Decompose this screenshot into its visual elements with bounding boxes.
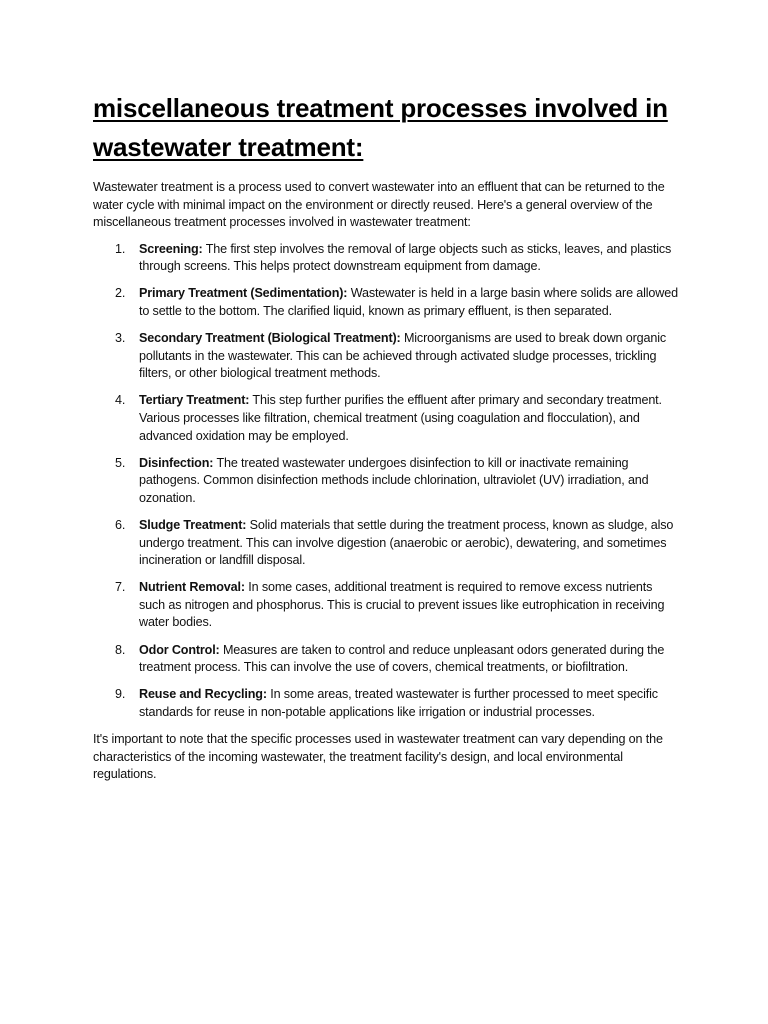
list-item <box>93 392 678 445</box>
list-item-text: This step further purifies the effluent after primary and secondary treatment. Various processes like filtration, chemical treatment (using coagulation and flocculation), and advanced oxidation may be employed. <box>139 393 662 443</box>
list-item-body <box>139 285 678 320</box>
list-item <box>93 579 678 632</box>
list-item <box>93 455 678 508</box>
list-item-term: Primary Treatment (Sedimentation): <box>139 286 348 301</box>
closing-paragraph: It's important to note that the specific processes used in wastewater treatment can vary depending on the characteristics of the incoming wastewater, the treatment facility's design, and local environmental regulations. <box>93 731 663 782</box>
list-item <box>93 517 678 570</box>
list-item-number: 1. <box>115 241 126 256</box>
list-item-text: In some cases, additional treatment is required to remove excess nutrients such as nitrogen and phosphorus. This is crucial to prevent issues like eutrophication in receiving water bodies. <box>139 580 665 630</box>
list-item-number: 5. <box>115 455 126 470</box>
list-item <box>93 241 678 276</box>
list-item-body <box>139 241 678 276</box>
list-item-text: Wastewater is held in a large basin where solids are allowed to settle to the bottom. The clarified liquid, known as primary effluent, is then separated. <box>139 286 678 319</box>
list-item-text: Measures are taken to control and reduce unpleasant odors generated during the treatment process. This can involve the use of covers, chemical treatments, or biofiltration. <box>139 642 665 675</box>
list-item-term: Reuse and Recycling: <box>139 687 267 702</box>
list-item-number: 3. <box>115 331 126 346</box>
intro-paragraph: Wastewater treatment is a process used to convert wastewater into an effluent that can be returned to the water cycle with minimal impact on the environment or directly reused. Here's a general overview of the miscellaneous treatment processes involved in wastewater treatment: <box>93 180 665 230</box>
list-item-body <box>139 517 678 570</box>
list-item-number: 7. <box>115 580 126 595</box>
list-item-term: Tertiary Treatment: <box>139 393 250 408</box>
treatment-steps-list <box>93 241 678 722</box>
list-item-body <box>139 455 678 508</box>
list-item-text: Solid materials that settle during the treatment process, known as sludge, also undergo treatment. This can involve digestion (anaerobic or aerobic), dewatering, and sometimes incineration or landfill disposal. <box>139 518 674 568</box>
list-item-term: Odor Control: <box>139 642 220 657</box>
list-item-term: Disinfection: <box>139 455 214 470</box>
list-item <box>93 285 678 320</box>
list-item-term: Sludge Treatment: <box>139 518 247 532</box>
list-item <box>93 642 678 677</box>
list-item-body <box>139 330 678 383</box>
list-item-number: 8. <box>115 642 126 657</box>
list-item-body <box>139 579 678 632</box>
list-item-term: Screening: <box>139 241 203 256</box>
list-item-number: 4. <box>115 393 126 408</box>
list-item-text: Microorganisms are used to break down organic pollutants in the wastewater. This can be achieved through activated sludge processes, trickling filters, or other biological treatment methods. <box>139 331 666 381</box>
document-title: miscellaneous treatment processes involved in wastewater treatment: <box>93 93 668 162</box>
list-item-number: 2. <box>115 286 126 301</box>
list-item-number: 6. <box>115 518 126 532</box>
list-item-term: Secondary Treatment (Biological Treatment): <box>139 331 401 346</box>
list-item-body <box>139 642 678 677</box>
list-item <box>93 330 678 383</box>
list-item-body <box>139 686 678 721</box>
list-item-text: The treated wastewater undergoes disinfection to kill or inactivate remaining pathogens. Common disinfection methods include chlorination, ultraviolet (UV) irradiation, and ozonation. <box>139 455 649 505</box>
list-item-text: The first step involves the removal of large objects such as sticks, leaves, and plastics through screens. This helps protect downstream equipment from damage. <box>139 241 672 274</box>
list-item-term: Nutrient Removal: <box>139 580 245 595</box>
list-item-body <box>139 392 678 445</box>
list-item-text: In some areas, treated wastewater is further processed to meet specific standards for reuse in non-potable applications like irrigation or industrial processes. <box>139 687 658 719</box>
list-item-number: 9. <box>115 687 126 702</box>
list-item <box>93 686 678 721</box>
